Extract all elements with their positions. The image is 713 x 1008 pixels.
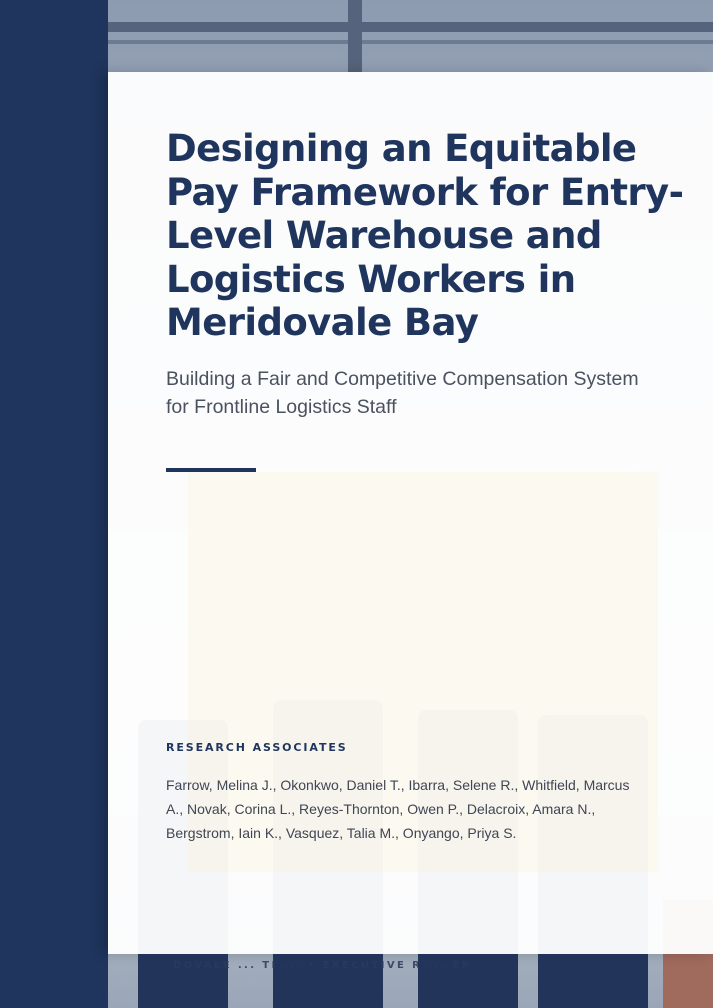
footer-running-text: DOVALE ... TI ... • EXECUTIVE R ... EP — [173, 960, 472, 971]
footer-strip — [108, 954, 713, 1008]
left-sidebar-band — [0, 0, 108, 1008]
report-subtitle: Building a Fair and Competitive Compensation System for Frontline Logistics Staff — [166, 368, 639, 418]
report-title: Designing an Equitable Pay Framework for Entry-Level Warehouse and Logistics Workers in Meridovale Bay — [166, 127, 684, 344]
authors-list: Farrow, Melina J., Okonkwo, Daniel T., Ibarra, Selene R., Whitfield, Marcus A., Novak, Corina L., Reyes-Thornton, Owen P., Delacroix, Amara N., Bergstrom, Iain K., Vasquez, Talia M., Onyango, Priya S. — [166, 777, 630, 841]
authors-heading: RESEARCH ASSOCIATES — [166, 741, 348, 754]
cover-panel — [108, 72, 713, 954]
accent-rule — [166, 468, 256, 472]
